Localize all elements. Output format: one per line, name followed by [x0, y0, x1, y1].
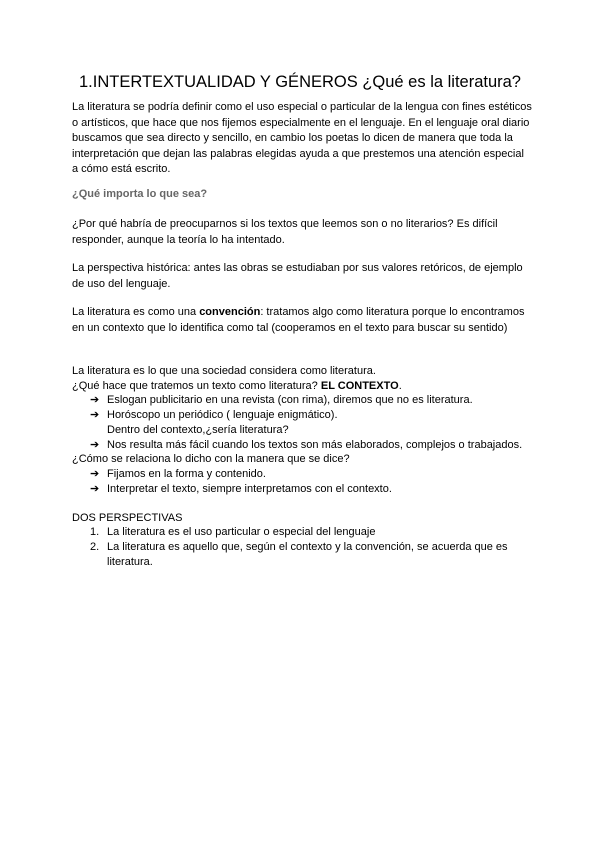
society-line: La literatura es lo que una sociedad considera como literatura. — [72, 365, 376, 377]
list-item-continuation: Dentro del contexto,¿sería literatura? — [107, 424, 289, 436]
question-paragraph: ¿Por qué habría de preocuparnos si los textos que leemos son o no literarios? Es difícil responder, aunque la teoría lo ha intentado. — [72, 218, 498, 246]
arrow-icon: ➔ — [90, 468, 100, 480]
numbered-item — [90, 540, 530, 570]
list-item — [90, 467, 266, 482]
numbered-item — [90, 525, 530, 540]
context-bold: EL CONTEXTO — [320, 380, 399, 392]
list-item — [90, 438, 522, 453]
arrow-icon: ➔ — [90, 394, 100, 406]
item-text: La literatura es aquello que, según el contexto y la convención, se acuerda que es literatura. — [107, 541, 508, 568]
convention-bold: convención — [199, 306, 261, 318]
list-item-text: Interpretar el texto, siempre interpretamos con el contexto. — [107, 483, 392, 495]
list-item-text: Fijamos en la forma y contenido. — [107, 468, 266, 480]
page-title: 1.INTERTEXTUALIDAD Y GÉNEROS ¿Qué es la literatura? — [79, 73, 521, 91]
list-item-text: Eslogan publicitario en una revista (con rima), diremos que no es literatura. — [107, 394, 473, 406]
historical-paragraph: La perspectiva histórica: antes las obras se estudiaban por sus valores retóricos, de ejemplo de uso del lenguaje. — [72, 262, 523, 290]
item-number: 2. — [90, 541, 100, 553]
convention-text-end: : tratamos algo como literatura porque lo encontramos en un contexto que lo identifica como tal (cooperamos en el texto para buscar su sentido) — [72, 306, 525, 334]
convention-text-start: La literatura es como una — [72, 306, 200, 318]
perspectives-heading: DOS PERSPECTIVAS — [72, 512, 183, 524]
arrow-icon: ➔ — [90, 439, 100, 451]
item-number: 1. — [90, 526, 100, 538]
arrow-icon: ➔ — [90, 409, 100, 421]
subheading: ¿Qué importa lo que sea? — [72, 188, 208, 200]
item-text: La literatura es el uso particular o especial del lenguaje — [107, 526, 376, 538]
arrow-icon: ➔ — [90, 483, 100, 495]
context-period: . — [398, 380, 402, 392]
context-question-text: ¿Qué hace que tratemos un texto como literatura? — [72, 380, 321, 392]
convention-paragraph — [72, 305, 532, 336]
list-item — [90, 408, 338, 423]
context-question-line — [72, 379, 402, 394]
intro-paragraph: La literatura se podría definir como el uso especial o particular de la lengua con fines estéticos o artísticos, que hace que nos fijemos especialmente en el lenguaje. En el lenguaje oral diario buscamos que sea directo y sencillo, en cambio los poetas lo dicen de manera que toda la interpretación que dejan las palabras elegidas ayuda a que prestemos una atención especial a cómo está escrito. — [72, 101, 532, 175]
list-item-text: Nos resulta más fácil cuando los textos son más elaborados, complejos o trabajados. — [107, 439, 523, 451]
list-item-text: Horóscopo un periódico ( lenguaje enigmático). — [107, 409, 338, 421]
relation-question-line: ¿Cómo se relaciona lo dicho con la manera que se dice? — [72, 453, 350, 465]
list-item — [90, 482, 392, 497]
list-item — [90, 393, 473, 408]
